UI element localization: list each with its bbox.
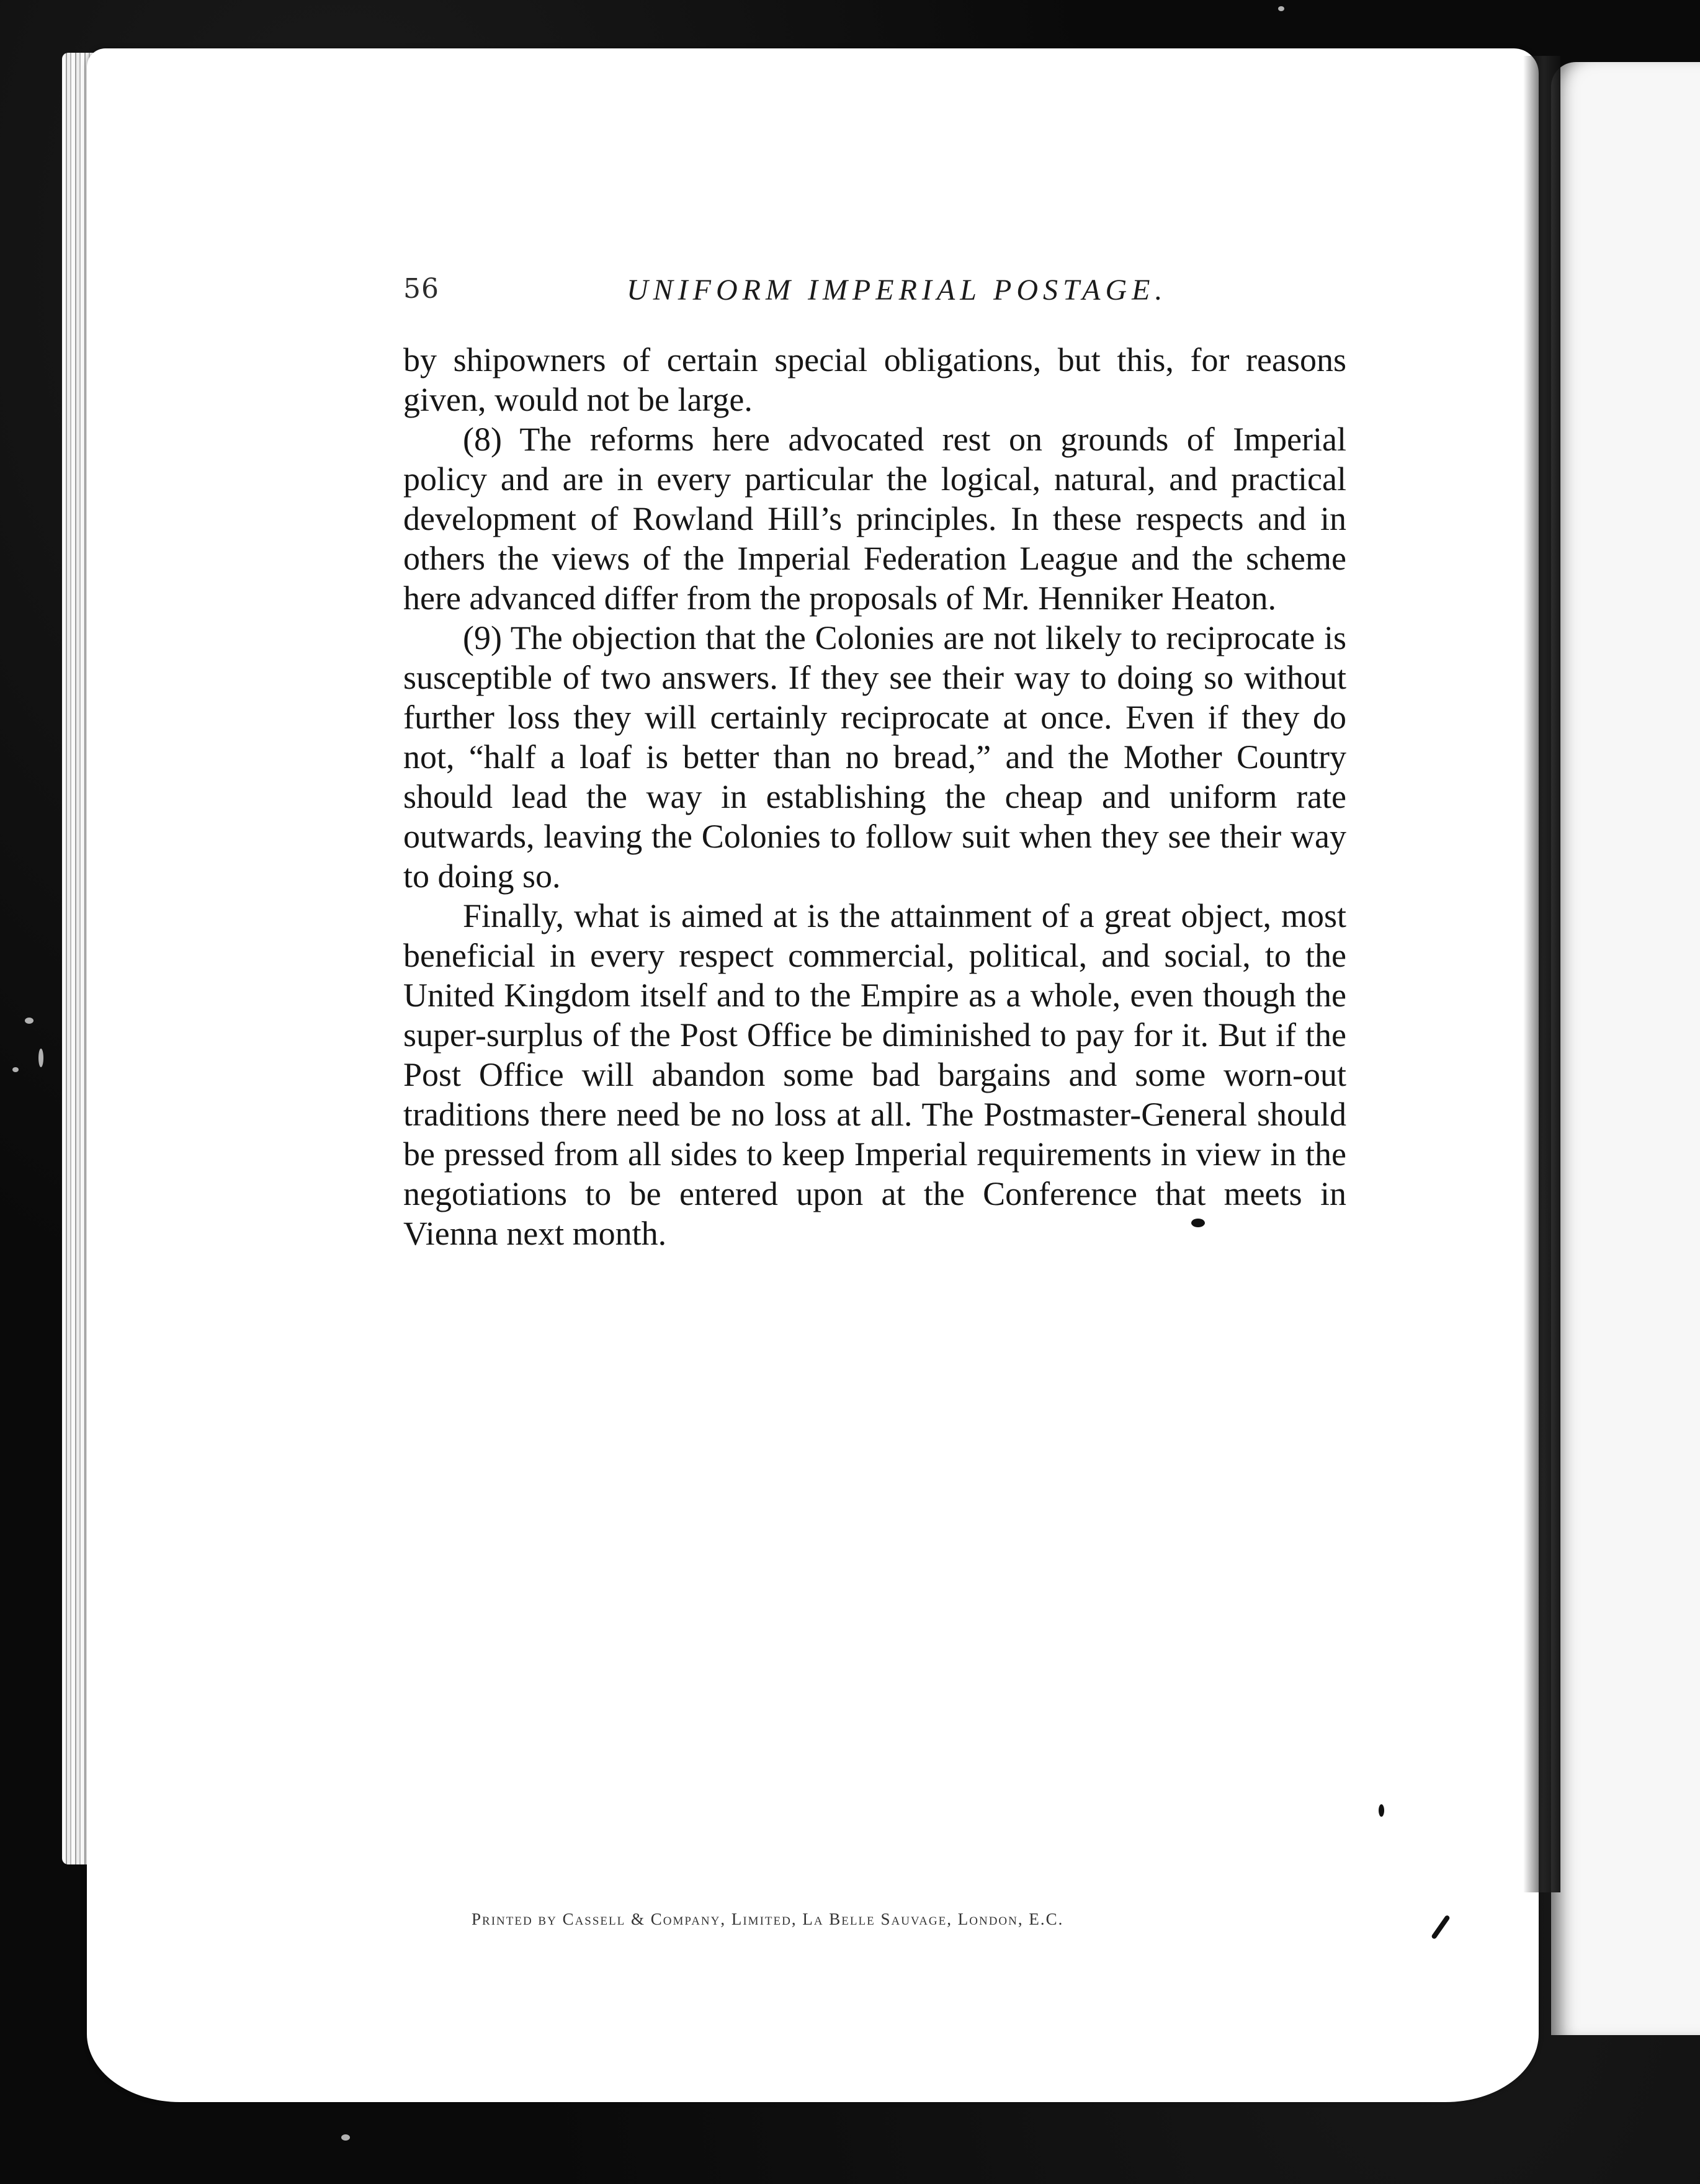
facing-page-edge xyxy=(1551,62,1700,2035)
scan-dust xyxy=(341,2134,350,2141)
binding-gutter-shadow xyxy=(1523,56,1560,1892)
scan-dust xyxy=(1278,6,1284,11)
paragraph-continuation: by shipowners of certain special obligations, but this, for reasons given, would not be large. xyxy=(403,341,1346,418)
scan-speck xyxy=(1379,1804,1384,1817)
printer-imprint: Printed by Cassell & Company, Limited, La Belle Sauvage, London, E.C. xyxy=(472,1910,1064,1928)
scan-dust xyxy=(38,1049,43,1067)
page-number: 56 xyxy=(403,273,439,305)
scan-dust xyxy=(12,1067,19,1072)
scan-dust xyxy=(25,1018,34,1024)
running-title: UNIFORM IMPERIAL POSTAGE. xyxy=(627,274,1168,307)
paragraph-point-8: (8) The reforms here advocated rest on grounds of Imperial policy and are in every particular the logical, natural, and practical development of Rowland Hill’s principles. In these respects and in others the views of the Imperial Federation League and the scheme here advanced differ from the proposals of Mr. Henniker Heaton. xyxy=(403,421,1346,617)
scan-speck xyxy=(1191,1219,1205,1227)
running-head xyxy=(403,273,1446,316)
body-text xyxy=(403,340,1346,1253)
paragraph-finally: Finally, what is aimed at is the attainment of a great object, most beneficial in every respect commercial, political, and social, to the United Kingdom itself and to the Empire as a whole, even though the super-surplus of the Post Office be diminished to pay for it. But if the Post Office will abandon some bad bargains and some worn-out traditions there need be no loss at all. The Postmaster-General should be pressed from all sides to keep Imperial requirements in view in the negotiations to be entered upon at the Conference that meets in Vienna next month. xyxy=(403,897,1346,1252)
paragraph-point-9: (9) The objection that the Colonies are not likely to reciprocate is susceptible of two answers. If they see their way to doing so without further loss they will certainly reciprocate at once. Even if they do not, “half a loaf is better than no bread,” and the Mother Country should lead the way in establishing the cheap and uniform rate outwards, leaving the Colonies to follow suit when they see their way to doing so. xyxy=(403,619,1346,895)
